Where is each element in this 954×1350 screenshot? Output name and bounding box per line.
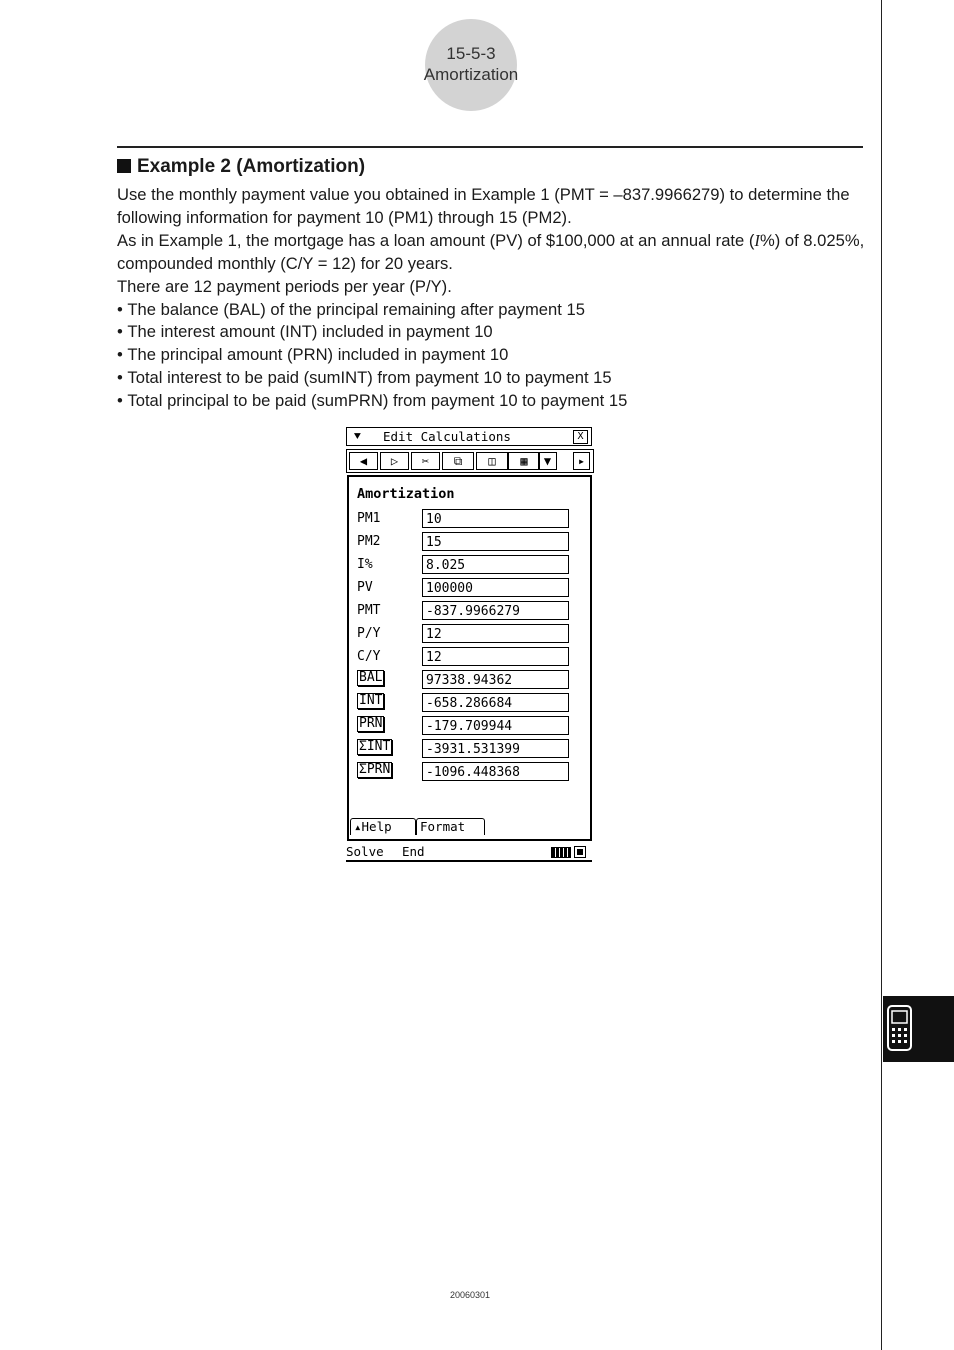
battery-icon	[551, 847, 571, 858]
field-row	[357, 578, 587, 599]
bal-button[interactable]: BAL	[359, 670, 383, 685]
sum-int-field[interactable]: -3931.531399	[422, 739, 569, 758]
field-row	[357, 509, 587, 530]
bullet-list	[117, 299, 867, 414]
field-row	[357, 601, 587, 622]
panel-title: Amortization	[357, 486, 455, 502]
field-label: I%	[357, 557, 373, 572]
chevron-down-icon[interactable]: ⯆	[353, 430, 362, 443]
sum-prn-button[interactable]: ΣPRN	[359, 762, 391, 777]
section-title: Amortization	[423, 65, 519, 84]
toolbar	[346, 449, 594, 473]
calculator-icon	[883, 996, 954, 1062]
list-item: • The interest amount (INT) included in payment 10	[117, 321, 867, 344]
prn-field[interactable]: -179.709944	[422, 716, 569, 735]
paragraph: As in Example 1, the mortgage has a loan amount (PV) of $100,000 at an annual rate (I%) of 8.025%, compounded monthly (C/Y = 12) for 20 years.	[117, 230, 865, 273]
bal-field[interactable]: 97338.94362	[422, 670, 569, 689]
sum-int-button[interactable]: ΣINT	[359, 739, 391, 754]
italic-variable: I	[754, 230, 760, 250]
cy-field[interactable]: 12	[422, 647, 569, 666]
field-row	[357, 762, 587, 783]
field-label: PM2	[357, 534, 381, 549]
int-field[interactable]: -658.286684	[422, 693, 569, 712]
header-divider	[117, 146, 863, 148]
pv-field[interactable]: 100000	[422, 578, 569, 597]
paragraph: There are 12 payment periods per year (P/Y).	[117, 276, 452, 296]
list-item: • Total interest to be paid (sumINT) from payment 10 to payment 15	[117, 367, 867, 390]
square-bullet-icon	[117, 159, 131, 173]
table-icon[interactable]: ▦	[508, 452, 540, 470]
field-label: P/Y	[357, 626, 381, 641]
close-icon[interactable]: X	[573, 430, 588, 444]
pm1-field[interactable]: 10	[422, 509, 569, 528]
footer-code: 20060301	[449, 1290, 491, 1300]
tab-format[interactable]: Format	[416, 818, 485, 835]
menu-title[interactable]: Edit Calculations	[383, 429, 511, 444]
calculator-screen	[346, 427, 592, 864]
right-margin-rule	[881, 0, 882, 1350]
page-number: 15-5-3	[446, 44, 496, 63]
pm2-field[interactable]: 15	[422, 532, 569, 551]
field-label: PM1	[357, 511, 381, 526]
list-item: • Total principal to be paid (sumPRN) from payment 10 to payment 15	[117, 390, 867, 413]
field-row	[357, 670, 587, 691]
example-body	[117, 184, 867, 413]
end-label[interactable]: End	[402, 844, 425, 859]
tab-help[interactable]: ▴Help	[350, 818, 416, 835]
dropdown-icon[interactable]: ▼	[538, 452, 557, 470]
field-row	[357, 555, 587, 576]
cut-icon[interactable]: ✂	[411, 452, 440, 470]
example-title-text: Example 2 (Amortization)	[137, 156, 366, 177]
paragraph: Use the monthly payment value you obtained in Example 1 (PMT = –837.9966279) to determine the following information for payment 10 (PM1) through 15 (PM2).	[117, 185, 850, 227]
list-item: • The principal amount (PRN) included in payment 10	[117, 344, 867, 367]
prn-button[interactable]: PRN	[359, 716, 383, 731]
field-label: PV	[357, 580, 373, 595]
field-row	[357, 624, 587, 645]
field-label: C/Y	[357, 649, 381, 664]
menu-bar	[346, 427, 592, 446]
scroll-right-icon[interactable]: ▸	[573, 452, 590, 470]
pmt-field[interactable]: -837.9966279	[422, 601, 569, 620]
field-row	[357, 716, 587, 737]
amortization-panel	[347, 475, 592, 841]
keyboard-toggle-icon[interactable]	[574, 846, 586, 858]
field-row	[357, 647, 587, 668]
solve-label[interactable]: Solve	[346, 844, 384, 859]
chapter-tab	[883, 996, 954, 1062]
field-label: PMT	[357, 603, 381, 618]
int-button[interactable]: INT	[359, 693, 383, 708]
field-row	[357, 739, 587, 760]
back-arrow-icon[interactable]: ◀	[349, 452, 378, 470]
field-row	[357, 693, 587, 714]
status-bar	[346, 843, 592, 862]
field-row	[357, 532, 587, 553]
interest-rate-field[interactable]: 8.025	[422, 555, 569, 574]
py-field[interactable]: 12	[422, 624, 569, 643]
example-title	[117, 156, 365, 178]
copy-icon[interactable]: ⧉	[442, 452, 474, 470]
play-icon[interactable]: ▷	[380, 452, 409, 470]
paste-icon[interactable]: ◫	[476, 452, 508, 470]
list-item: • The balance (BAL) of the principal remaining after payment 15	[117, 299, 867, 322]
sum-prn-field[interactable]: -1096.448368	[422, 762, 569, 781]
